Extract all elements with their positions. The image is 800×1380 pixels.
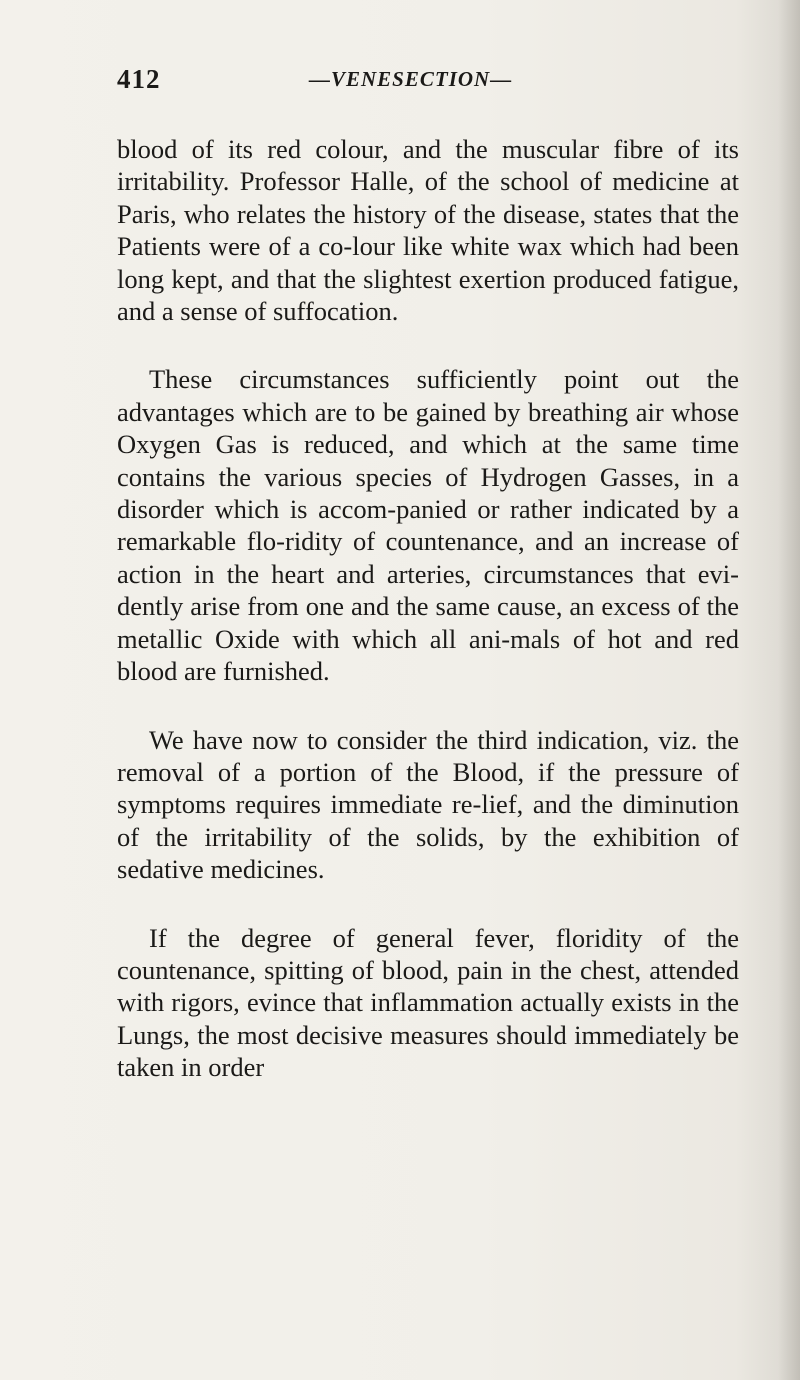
running-head: —VENESECTION— <box>309 67 513 91</box>
paragraph-circumstances: These circumstances sufficiently point out the advantages which are to be gained by breathing air whose Oxygen Gas is reduced, and which at the same time contains the various species of Hydrogen Gasses, in a disorder which is accom-panied or rather indicated by a remarkable flo-ridity of countenance, and an increase of action in the heart and arteries, circumstances that evi-dently arise from one and the same cause, an excess of the metallic Oxide with which all ani-mals of hot and red blood are furnished. <box>117 364 739 687</box>
paragraph-third-indication: We have now to consider the third indication, viz. the removal of a portion of the Blood, if the pressure of symptoms requires immediate re-lief, and the diminution of the irritability of the solids, by the exhibition of sedative medicines. <box>117 724 739 885</box>
page-number: 412 <box>117 64 161 94</box>
paragraph-continuation: blood of its red colour, and the muscular fibre of its irritability. Professor Halle, of the school of medicine at Paris, who relates the history of the disease, states that the Patients were of a co-lour like white wax which had been long kept, and that the slightest exertion produced fatigue, and a sense of suffocation. <box>117 134 739 327</box>
page-header <box>117 64 737 104</box>
body-text <box>117 133 739 1120</box>
paragraph-general-fever: If the degree of general fever, floridity of the countenance, spitting of blood, pain in the chest, attended with rigors, evince that inflammation actually exists in the Lungs, the most decisive measures should immediately be taken in order <box>117 922 739 1083</box>
page-edge-shadow <box>778 0 800 1380</box>
